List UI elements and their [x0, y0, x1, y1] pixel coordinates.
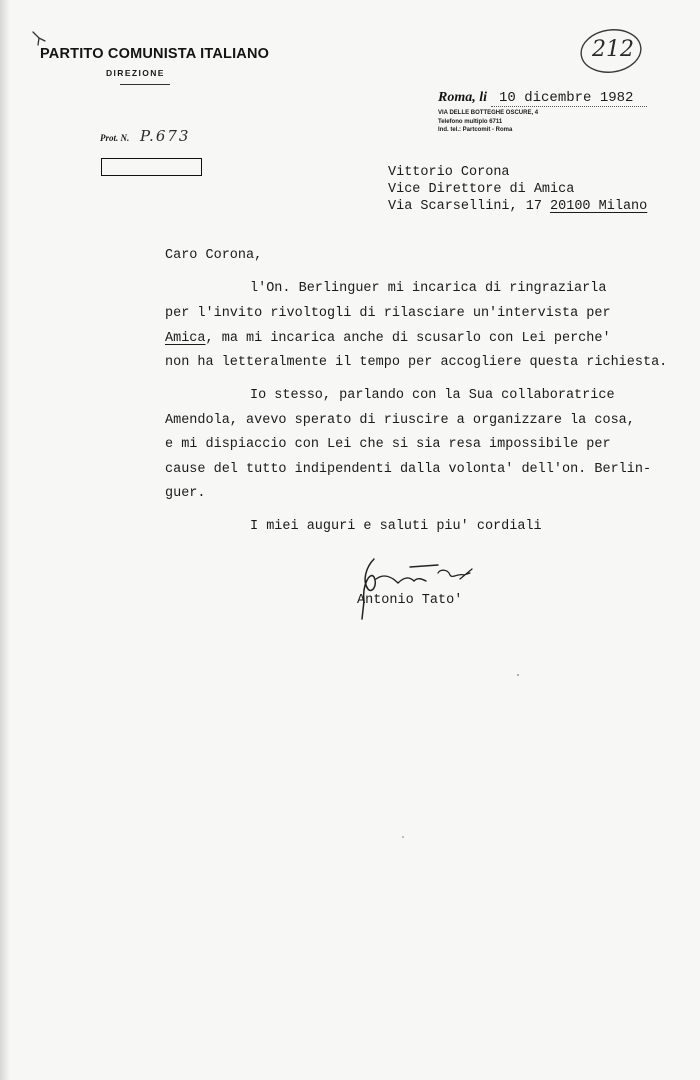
paragraph2-line2: Amendola, avevo sperato di riuscire a organizzare la cosa, — [165, 413, 635, 428]
paragraph2-line1: Io stesso, parlando con la Sua collaboratrice — [250, 388, 615, 403]
closing: I miei auguri e saluti piu' cordiali — [250, 519, 542, 534]
recipient-street: Via Scarsellini, 17 — [388, 199, 551, 214]
recipient-name: Vittorio Corona — [388, 165, 510, 180]
paper-speck — [517, 674, 519, 676]
paragraph1-line4: non ha letteralmente il tempo per accogliere questa richiesta. — [165, 355, 668, 370]
department-rule — [120, 84, 170, 85]
paragraph1-line3-rest: , ma mi incarica anche di scusarlo con Lei perche' — [205, 331, 611, 346]
letterhead-telegraph: Ind. tel.: Partcomit - Roma — [438, 127, 513, 133]
salutation: Caro Corona, — [165, 248, 263, 263]
paragraph2-line3: e mi dispiaccio con Lei che si sia resa impossibile per — [165, 437, 611, 452]
letterhead-phone: Telefono multiplo 6711 — [438, 118, 503, 125]
paper-speck — [402, 836, 404, 838]
paragraph1-line3 — [165, 331, 611, 346]
recipient-address — [388, 199, 647, 214]
party-name: PARTITO COMUNISTA ITALIANO — [40, 46, 270, 62]
letter-date: 10 dicembre 1982 — [491, 90, 647, 107]
recipient-postal-code: 20100 — [550, 199, 591, 214]
signature-scribble-icon — [352, 555, 492, 625]
paragraph1-line1: l'On. Berlinguer mi incarica di ringraziarla — [250, 281, 607, 296]
dateline — [438, 88, 647, 107]
protocol-label: Prot. N. — [100, 133, 130, 143]
address-window-box — [101, 158, 202, 176]
page-edge-shadow — [0, 0, 10, 1080]
paragraph2-line5: guer. — [165, 486, 206, 501]
place-label: Roma, li — [438, 90, 488, 105]
protocol-number: P.673 — [140, 127, 191, 145]
letterhead-address-block — [438, 109, 538, 135]
magazine-name: Amica — [165, 331, 206, 346]
recipient-city: Milano — [590, 199, 648, 214]
department-name: DIREZIONE — [106, 68, 165, 78]
signatory-name: Antonio Tato' — [357, 593, 463, 608]
archive-mark: 212 — [592, 37, 634, 62]
letterhead-address: VIA DELLE BOTTEGHE OSCURE, 4 — [438, 110, 539, 116]
paragraph1-line2: per l'invito rivoltogli di rilasciare un'intervista per — [165, 306, 611, 321]
paragraph2-line4: cause del tutto indipendenti dalla volonta' dell'on. Berlin- — [165, 462, 652, 477]
recipient-title: Vice Direttore di Amica — [388, 182, 575, 197]
archive-stamp — [578, 26, 644, 76]
